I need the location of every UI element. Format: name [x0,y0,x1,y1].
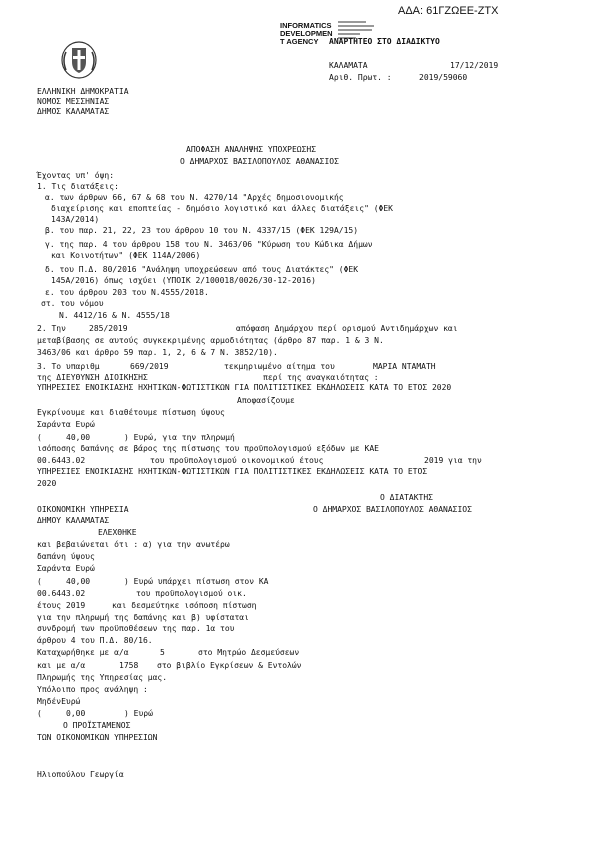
body-line: 2020 [37,479,57,488]
watermark-line: INFORMATICS [280,21,332,30]
verification-line: Σαράντα Ευρώ [37,564,95,573]
body-line: Έχοντας υπ' όψη: [37,171,115,180]
municipality-name: ΔΗΜΟΥ ΚΑΛΑΜΑΤΑΣ [37,516,110,525]
requester-name: ΜΑΡΙΑ ΝΤΑΜΑΤΗ [373,362,436,371]
body-line: ισόποσης δαπάνης σε βάρος της πίστωσης του προϋπολογισμού εξόδων με ΚΑΕ [37,444,379,453]
verification-line: ( [37,709,42,718]
body-line: 145Α/2016) όπως ισχύει (ΥΠΟΙΚ 2/100018/0026/30-12-2016) [51,276,316,285]
commitment-number: 5 [160,648,165,657]
remaining-amount: 0,00 [66,709,86,718]
body-line: 3. Το υπαριθμ [37,362,100,371]
verification-line: άρθρου 4 του Π.Δ. 80/16. [37,636,153,645]
verification-line: Πληρωμής της Υπηρεσίας μας. [37,673,168,682]
remaining-words: ΜηδένΕυρώ [37,697,81,706]
verification-kae: 00.6443.02 [37,589,86,598]
body-line: Ν. 4412/16 & Ν. 4555/18 [59,311,170,320]
body-line: μεταβίβασης σε αυτούς συγκεκριμένης αρμοδιότητας (άρθρο 87 παρ. 1 & 3 Ν. [37,336,384,345]
signatory-name: Ηλιοπούλου Γεωργία [37,770,124,779]
service-description: ΥΠΗΡΕΣΙΕΣ ΕΝΟΙΚΙΑΣΗΣ ΗΧΗΤΙΚΩΝ-ΦΩΤΙΣΤΙΚΩΝ ΓΙΑ ΠΟΛΙΤΙΣΤΙΚΕΣ ΕΚΔΗΛΩΣΕΙΣ ΚΑΤΑ ΤΟ ΕΤΟΣ 2020 [37,383,452,392]
verified-label: ΕΛΕΧΘΗΚΕ [98,528,137,537]
issuer-line: ΔΗΜΟΣ ΚΑΛΑΜΑΤΑΣ [37,107,110,116]
verification-line: συνδρομή των προϋποθέσεων της παρ. 1α του [37,624,235,633]
protocol-number: 2019/59060 [419,73,468,82]
mayor-name: Ο ΔΗΜΑΡΧΟΣ ΒΑΣΙΛΟΠΟΥΛΟΣ ΑΘΑΝΑΣΙΟΣ [313,505,472,514]
head-title: Ο ΠΡΟΪΣΤΑΜΕΝΟΣ [63,721,131,730]
body-line: ε. του άρθρου 203 του Ν.4555/2018. [45,288,209,297]
verification-line: ) Ευρώ [124,709,153,718]
body-line: δ. του Π.Δ. 80/2016 "Ανάληψη υποχρεώσεων από τους Διατάκτες" (ΦΕΚ [45,265,359,274]
watermark-text [280,22,333,46]
verification-line: στο βιβλίο Εγκρίσεων & Εντολών [157,661,302,670]
verification-line: και βεβαιώνεται ότι : α) για την ανωτέρω [37,540,230,549]
protocol-label: Αριθ. Πρωτ. : [329,73,392,82]
head-department: ΤΩΝ ΟΙΚΟΝΟΜΙΚΩΝ ΥΠΗΡΕΣΙΩΝ [37,733,158,742]
verification-line: ( [37,577,42,586]
body-line: ) Ευρώ, για την πληρωμή [124,433,235,442]
verification-line: ) Ευρώ υπάρχει πίστωση στον ΚΑ [124,577,269,586]
verification-line: και με α/α [37,661,86,670]
body-line: 3463/06 και άρθρο 59 παρ. 1, 2, 6 & 7 Ν. 3852/10). [37,348,278,357]
body-line: 143Α/2014) [51,215,100,224]
body-line: 1. Τις διατάξεις: [37,182,119,191]
diataktis-label: Ο ΔΙΑΤΑΚΤΗΣ [380,493,433,502]
verification-line: του προϋπολογισμού οικ. [136,589,247,598]
verification-line: και δεσμεύτηκε ισόποση πίστωση [112,601,257,610]
watermark-small-print [338,21,378,51]
ada-code: ΑΔΑ: 61ΓΖΩΕΕ-ΖΤΧ [398,5,499,17]
body-line: 2. Την [37,324,66,333]
verification-line: δαπάνη ύψους [37,552,95,561]
document-title: ΑΠΟΦΑΣΗ ΑΝΑΛΗΨΗΣ ΥΠΟΧΡΕΩΣΗΣ [186,145,317,154]
document-subtitle: Ο ΔΗΜΑΡΧΟΣ ΒΑΣΙΛΟΠΟΥΛΟΣ ΑΘΑΝΑΣΙΟΣ [180,157,339,166]
body-line: και Κοινοτήτων" (ΦΕΚ 114Α/2006) [51,251,201,260]
request-number: 669/2019 [130,362,169,371]
service-name: ΟΙΚΟΝΟΜΙΚΗ ΥΠΗΡΕΣΙΑ [37,505,129,514]
publish-stamp: ΑΝΑΡΤΗΤΕΟ ΣΤΟ ΔΙΑΔΙΚΤΥΟ [329,37,440,46]
body-line: γ. της παρ. 4 του άρθρου 158 του Ν. 3463/06 "Κύρωση του Κώδικα Δήμων [45,240,373,249]
service-description: ΥΠΗΡΕΣΙΕΣ ΕΝΟΙΚΙΑΣΗΣ ΗΧΗΤΙΚΩΝ-ΦΩΤΙΣΤΙΚΩΝ ΓΙΑ ΠΟΛΙΤΙΣΤΙΚΕΣ ΕΚΔΗΛΩΣΕΙΣ ΚΑΤΑ ΤΟ ΕΤΟΣ [37,467,428,476]
issuer-line: ΕΛΛΗΝΙΚΗ ΔΗΜΟΚΡΑΤΙΑ [37,87,129,96]
body-line: 2019 για την [424,456,482,465]
body-line: α. των άρθρων 66, 67 & 68 του Ν. 4270/14 "Αρχές δημοσιονομικής [45,193,344,202]
watermark-line: T AGENCY [280,37,319,46]
amount-words: Σαράντα Ευρώ [37,420,95,429]
verification-amount: 40,00 [66,577,91,586]
body-line: του προϋπολογισμού οικονομικού έτους [150,456,324,465]
verification-line: για την πληρωμή της δαπάνης και β) υφίσταται [37,613,249,622]
document-date: 17/12/2019 [450,61,499,70]
verification-line: έτους 2019 [37,601,86,610]
decision-number: 285/2019 [89,324,128,333]
amount-value: 40,00 [66,433,91,442]
body-line: Εγκρίνουμε και διαθέτουμε πίστωση ύψους [37,408,225,417]
body-line: διαχείρισης και εποπτείας - δημόσιο λογιστικό και άλλες διατάξεις" (ΦΕΚ [51,204,393,213]
body-line: β. του παρ. 21, 22, 23 του άρθρου 10 του Ν. 4337/15 (ΦΕΚ 129Α/15) [45,226,359,235]
city: ΚΑΛΑΜΑΤΑ [329,61,368,70]
greek-emblem-icon [60,40,98,80]
decision-heading: Αποφασίζουμε [237,396,295,405]
approval-number: 1758 [119,661,139,670]
verification-line: Καταχωρήθηκε με α/α [37,648,129,657]
verification-line: Υπόλοιπο προς ανάληψη : [37,685,148,694]
issuer-line: ΝΟΜΟΣ ΜΕΣΣΗΝΙΑΣ [37,97,110,106]
body-line: απόφαση Δημάρχου περί ορισμού Αντιδημάρχων και [236,324,458,333]
kae-code: 00.6443.02 [37,456,86,465]
body-line: στ. του νόμου [41,299,104,308]
body-line: ( [37,433,42,442]
watermark-line: DEVELOPMEN [280,29,333,38]
body-line: της ΔΙΕΥΘΥΝΣΗ ΔΙΟΙΚΗΣΗΣ [37,373,148,382]
body-line: τεκμηριωμένο αίτημα του [224,362,335,371]
body-line: περί της αναγκαιότητας : [263,373,379,382]
verification-line: στο Μητρώο Δεσμεύσεων [198,648,300,657]
